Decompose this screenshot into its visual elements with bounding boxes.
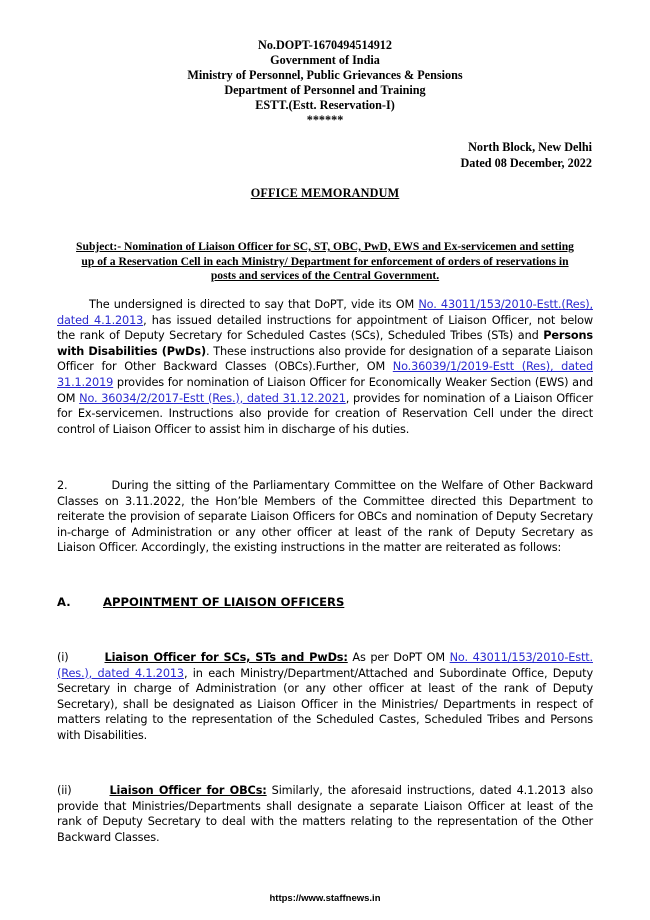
government-line: Government of India [270, 53, 380, 67]
para1-bold-pwd: Persons with Disabilities (PwDs) [57, 329, 593, 358]
om-link-2013[interactable]: No. 43011/153/2010-Estt.(Res), dated 4.1.2013 [57, 298, 593, 327]
stars-line: ****** [306, 113, 344, 127]
department-line: Department of Personnel and Training [224, 83, 426, 97]
item-ii-number: (ii) [57, 784, 72, 797]
item-i-text-1: As per DoPT OM [347, 651, 450, 664]
item-ii-text: Similarly, the aforesaid instructions, dated 4.1.2013 also provide that Ministries/Departments shall designate a separate Liaison Officer at least of the rank of Deputy Secretary to deal with the matters relating to the representation of the Other Backward Classes. [57, 784, 593, 844]
document-header [0, 38, 650, 128]
item-i [57, 650, 593, 744]
document-title: OFFICE MEMORANDUM [250, 186, 400, 200]
om-link-item-i[interactable]: No. 43011/153/2010-Estt. (Res.), dated 4.1.2013 [57, 651, 593, 680]
subject-line-2: up of a Reservation Cell in each Ministry/ Department for enforcement of orders of reservations in [81, 254, 569, 268]
item-ii-heading: Liaison Officer for OBCs: [109, 784, 267, 797]
om-number: No.DOPT-1670494514912 [258, 38, 392, 52]
subject-line-3: posts and services of the Central Government. [210, 269, 440, 283]
para2-number: 2. [57, 479, 68, 492]
ministry-line: Ministry of Personnel, Public Grievances & Pensions [187, 68, 463, 82]
section-a-title: APPOINTMENT OF LIAISON OFFICERS [103, 595, 345, 609]
para1-text-2: , has issued detailed instructions for appointment of Liaison Officer, not below the rank of Deputy Secretary for Scheduled Castes (SCs), Scheduled Tribes (STs) and [57, 313, 593, 343]
item-i-heading: Liaison Officer for SCs, STs and PwDs: [104, 651, 348, 664]
item-ii [57, 783, 593, 845]
section-line: ESTT.(Estt. Reservation-I) [255, 98, 395, 112]
section-a-heading [57, 595, 344, 609]
paragraph-2 [57, 478, 593, 556]
para1-text-1: The undersigned is directed to say that DoPT, vide its OM [89, 298, 419, 311]
location: North Block, New Delhi [468, 140, 592, 154]
section-a-label: A. [57, 595, 71, 609]
item-i-text-2: , in each Ministry/Department/Attached and Subordinate Office, Deputy Secretary in charge of Administration (or any other officer at least of the rank of Deputy Secretary), shall be designated as Liaison Officer in the Ministries/ Departments in respect of matters relating to the representation of the Scheduled Castes, Scheduled Tribes and Persons with Disabilities. [57, 666, 593, 742]
para1-text-4: provides for nomination of Liaison Officer for Economically Weaker Section (EWS) and OM [57, 375, 593, 405]
subject-line-1: Subject:- Nomination of Liaison Officer for SC, ST, OBC, PwD, EWS and Ex-servicemen and setting [76, 240, 574, 253]
item-i-number: (i) [57, 651, 69, 664]
om-link-2019[interactable]: No.36039/1/2019-Estt (Res), dated 31.1.2019 [57, 360, 593, 389]
paragraph-1 [57, 297, 593, 437]
date: Dated 08 December, 2022 [460, 155, 592, 170]
om-link-2021[interactable]: No. 36034/2/2017-Estt (Res.), dated 31.12.2021 [79, 391, 346, 405]
footer-url: https://www.staffnews.in [269, 893, 381, 904]
subject-block [58, 240, 592, 284]
place-date-block [460, 140, 592, 171]
para2-text: During the sitting of the Parliamentary Committee on the Welfare of Other Backward Classes on 3.11.2022, the Hon’ble Members of the Committee directed this Department to reiterate the provision of separate Liaison Officers for OBCs and nomination of Deputy Secretary in-charge of Administration or any other officer at least of the rank of Deputy Secretary as Liaison Officer. Accordingly, the existing instructions in the matter are reiterated as follows: [57, 479, 593, 555]
para1-text-5: , provides for nomination of a Liaison Officer for Ex-servicemen. Instructions also provide for creation of Reservation Cell under the direct control of Liaison Officer to assist him in discharge of his duties. [57, 391, 593, 436]
para1-text-3: . These instructions also provide for designation of a separate Liaison Officer for Other Backward Classes (OBCs).Further, OM [57, 344, 593, 374]
